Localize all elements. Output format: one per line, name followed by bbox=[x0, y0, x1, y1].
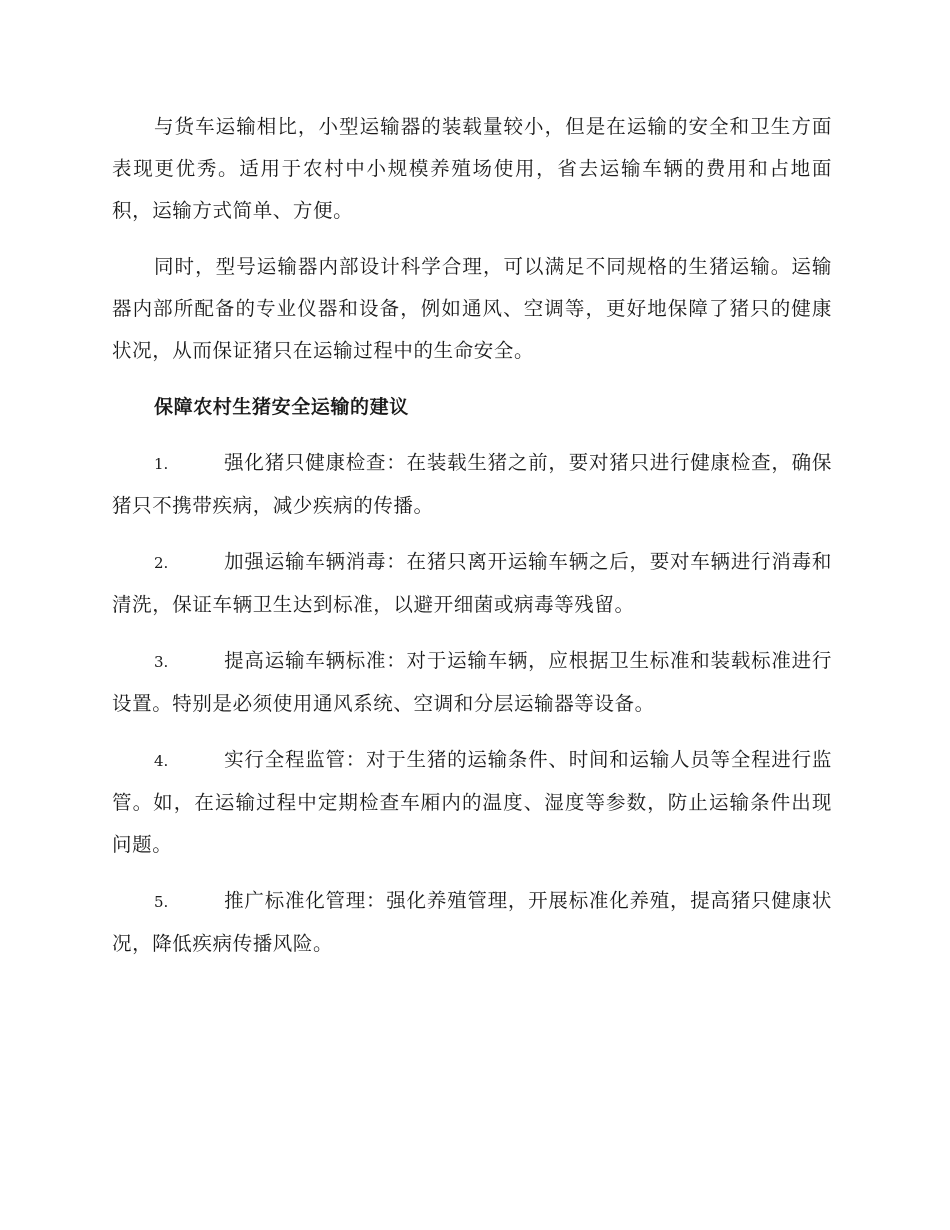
paragraph-small-transporter: 与货车运输相比，小型运输器的装载量较小，但是在运输的安全和卫生方面表现更优秀。适用于农村中小规模养殖场使用，省去运输车辆的费用和占地面积，运输方式简单、方便。 bbox=[112, 115, 832, 222]
list-item-text: 推广标准化管理：强化养殖管理，开展标准化养殖，提高猪只健康状况，降低疾病传播风险。 bbox=[112, 889, 832, 955]
list-item-number: 3. bbox=[154, 653, 169, 671]
list-item-number: 5. bbox=[154, 893, 169, 911]
list-item bbox=[112, 541, 832, 626]
list-item bbox=[112, 442, 832, 527]
list-item-text: 实行全程监管：对于生猪的运输条件、时间和运输人员等全程进行监管。如，在运输过程中定期检查车厢内的温度、湿度等参数，防止运输条件出现问题。 bbox=[112, 748, 832, 856]
list-item-number: 1. bbox=[154, 455, 169, 473]
document-body bbox=[112, 106, 832, 979]
list-item-number: 4. bbox=[154, 752, 169, 770]
list-item-text: 强化猪只健康检查：在装载生猪之前，要对猪只进行健康检查，确保猪只不携带疾病，减少疾病的传播。 bbox=[112, 451, 832, 517]
section-heading: 保障农村生猪安全运输的建议 bbox=[154, 396, 409, 418]
list-item bbox=[112, 640, 832, 725]
list-item bbox=[112, 880, 832, 965]
list-item-text: 加强运输车辆消毒：在猪只离开运输车辆之后，要对车辆进行消毒和清洗，保证车辆卫生达到标准，以避开细菌或病毒等残留。 bbox=[112, 550, 832, 616]
list-item-number: 2. bbox=[154, 554, 169, 572]
list-item-text: 提高运输车辆标准：对于运输车辆，应根据卫生标准和装载标准进行设置。特别是必须使用通风系统、空调和分层运输器等设备。 bbox=[112, 649, 832, 715]
paragraph-transporter-design: 同时，型号运输器内部设计科学合理，可以满足不同规格的生猪运输。运输器内部所配备的专业仪器和设备，例如通风、空调等，更好地保障了猪只的健康状况，从而保证猪只在运输过程中的生命安全。 bbox=[112, 255, 832, 362]
list-item bbox=[112, 739, 832, 866]
